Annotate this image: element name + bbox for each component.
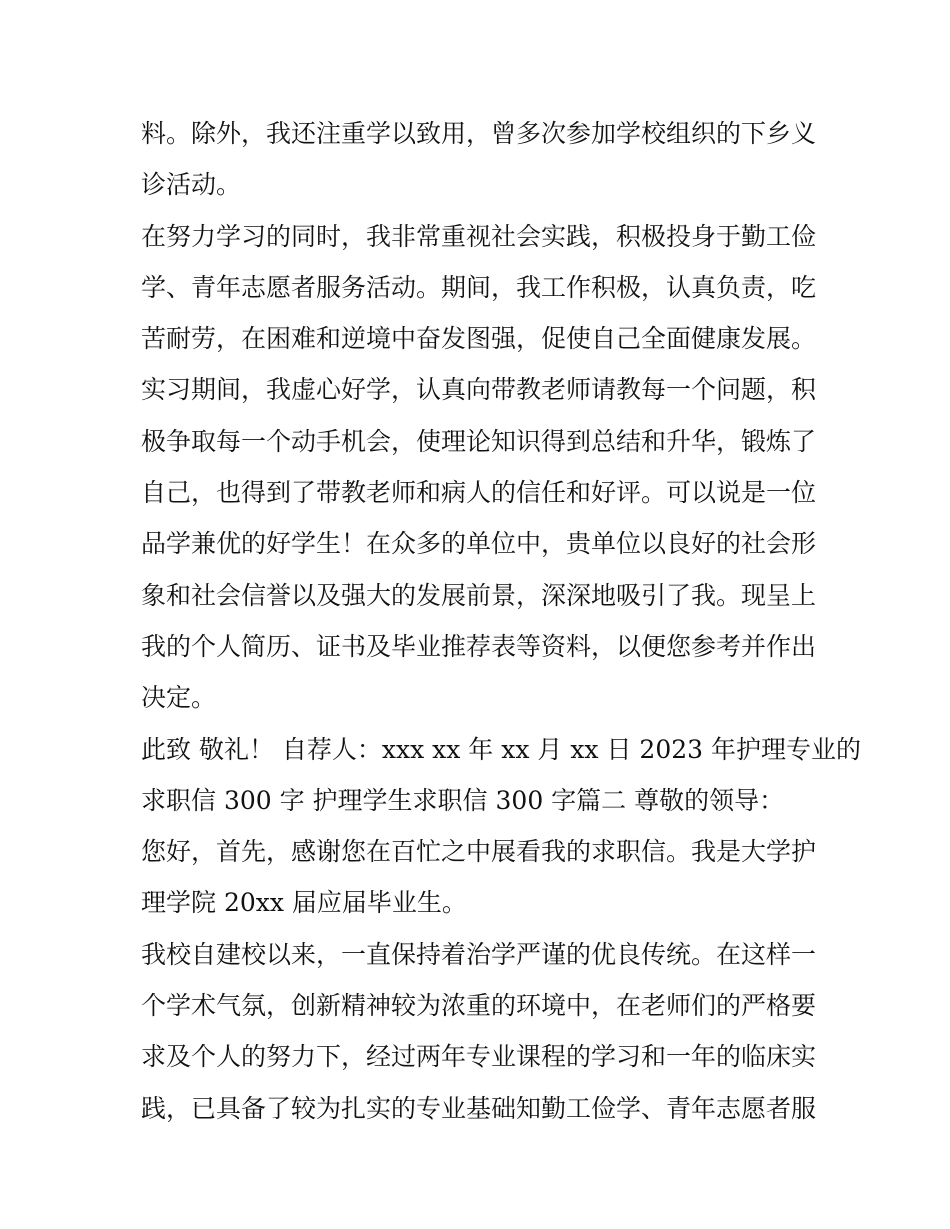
text-line: 您好，首先，感谢您在百忙之中展看我的求职信。我是大学护	[141, 837, 817, 867]
text-line: 践，已具备了较为扎实的专业基础知勤工俭学、青年志愿者服	[141, 1093, 817, 1123]
text-line: 品学兼优的好学生！在众多的单位中，贵单位以良好的社会形	[141, 529, 817, 559]
text-line: 求职信 300 字 护理学生求职信 300 字篇二 尊敬的领导：	[141, 785, 785, 815]
text-line: 理学院 20xx 届应届毕业生。	[141, 888, 467, 918]
text-line: 诊活动。	[141, 170, 242, 200]
text-line: 极争取每一个动手机会，使理论知识得到总结和升华，锻炼了	[141, 426, 817, 456]
text-line: 我的个人简历、证书及毕业推荐表等资料，以便您参考并作出	[141, 631, 817, 661]
text-line: 实习期间，我虚心好学，认真向带教老师请教每一个问题，积	[141, 375, 817, 405]
text-line: 学、青年志愿者服务活动。期间，我工作积极，认真负责，吃	[141, 272, 817, 302]
text-line: 决定。	[141, 683, 217, 713]
text-line: 个学术气氛，创新精神较为浓重的环境中，在老师们的严格要	[141, 991, 817, 1021]
text-line: 苦耐劳，在困难和逆境中奋发图强，促使自己全面健康发展。	[141, 324, 817, 354]
text-line: 我校自建校以来，一直保持着治学严谨的优良传统。在这样一	[141, 939, 817, 969]
text-line: 象和社会信誉以及强大的发展前景，深深地吸引了我。现呈上	[141, 580, 817, 610]
text-line: 自己，也得到了带教老师和病人的信任和好评。可以说是一位	[141, 478, 817, 508]
text-line: 在努力学习的同时，我非常重视社会实践，积极投身于勤工俭	[141, 221, 817, 251]
text-line: 求及个人的努力下，经过两年专业课程的学习和一年的临床实	[141, 1042, 817, 1072]
text-line: 料。除外，我还注重学以致用，曾多次参加学校组织的下乡义	[141, 119, 817, 148]
document-body	[141, 108, 861, 1134]
text-line: 此致 敬礼！ 自荐人：xxx xx 年 xx 月 xx 日 2023 年护理专业的	[141, 734, 861, 764]
